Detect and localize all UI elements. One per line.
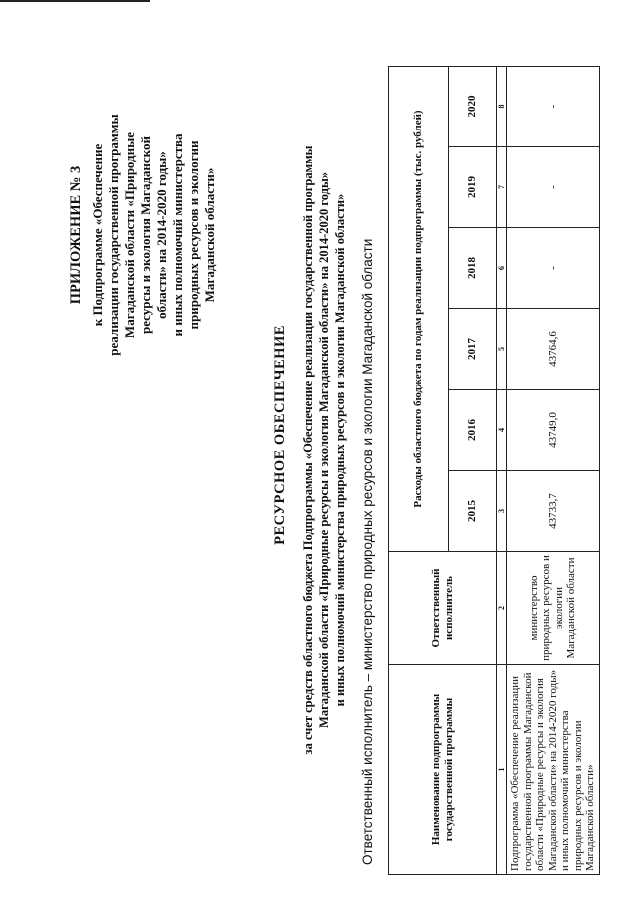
subtitle-line: Магаданской области «Природные ресурсы и экология Магаданской области» на 2014-2020 годы»: [317, 172, 331, 728]
header-year: 2020: [449, 66, 497, 146]
appendix-line: ресурсы и экология Магаданской: [138, 136, 153, 334]
value-cell: 43733,7: [507, 471, 600, 552]
appendix-heading: ПРИЛОЖЕНИЕ № 3: [68, 165, 84, 305]
column-number: 8: [497, 66, 507, 146]
appendix-line: области» на 2014-2020 годы»: [154, 151, 169, 319]
header-year: 2018: [449, 228, 497, 309]
table-header-row: [389, 66, 449, 874]
document-subtitle: [300, 35, 348, 865]
appendix-line: реализации государственной программы: [106, 114, 121, 356]
subprogram-name-cell: Подпрограмма «Обеспечение реализации государственной программы Магаданской области «Природные ресурсы и экология Магаданской области» на 2014-2020 годы» и иных полномочий министерства природных ресурсов и экологии Магаданской области»: [507, 665, 600, 875]
appendix-block: [68, 95, 218, 375]
value-cell: 43749,0: [507, 390, 600, 471]
subtitle-line: за счет средств областного бюджета Подпрограммы «Обеспечение реализации государственной программы: [301, 145, 315, 755]
header-year: 2019: [449, 147, 497, 228]
value-cell: -: [507, 66, 600, 146]
header-year: 2016: [449, 390, 497, 471]
resource-table: [388, 66, 600, 875]
responsible-executor-line: Ответственный исполнитель – министерство природных ресурсов и экологии Магаданской области: [360, 238, 375, 865]
column-number: 7: [497, 147, 507, 228]
column-number: 2: [497, 552, 507, 665]
column-number: 6: [497, 228, 507, 309]
header-name: Наименование подпрограммы государственной программы: [389, 665, 497, 875]
header-expenses: Расходы областного бюджета по годам реализации подпрограммы (тыс. рублей): [389, 66, 449, 551]
column-number: 3: [497, 471, 507, 552]
appendix-line: Магаданской области»: [202, 167, 217, 303]
value-cell: -: [507, 147, 600, 228]
column-number: 4: [497, 390, 507, 471]
appendix-line: Магаданской области «Природные: [122, 131, 137, 339]
appendix-line: и иных полномочий министерства: [170, 133, 185, 337]
header-year: 2017: [449, 309, 497, 390]
column-number-row: [497, 66, 507, 874]
column-number: 5: [497, 309, 507, 390]
header-executor: Ответственный исполнитель: [389, 552, 497, 665]
appendix-line: природных ресурсов и экологии: [186, 140, 201, 330]
subtitle-line: и иных полномочий министерства природных ресурсов и экологии Магаданской области»: [333, 193, 347, 707]
executor-cell: министерство природных ресурсов и экологии Магаданской области: [507, 552, 600, 665]
value-cell: 43764,6: [507, 309, 600, 390]
appendix-line: к Подпрограмме «Обеспечение: [90, 143, 105, 327]
value-cell: -: [507, 228, 600, 309]
header-year: 2015: [449, 471, 497, 552]
document-title: РЕСУРСНОЕ ОБЕСПЕЧЕНИЕ: [272, 325, 288, 545]
table-row: [507, 66, 600, 874]
column-number: 1: [497, 665, 507, 875]
